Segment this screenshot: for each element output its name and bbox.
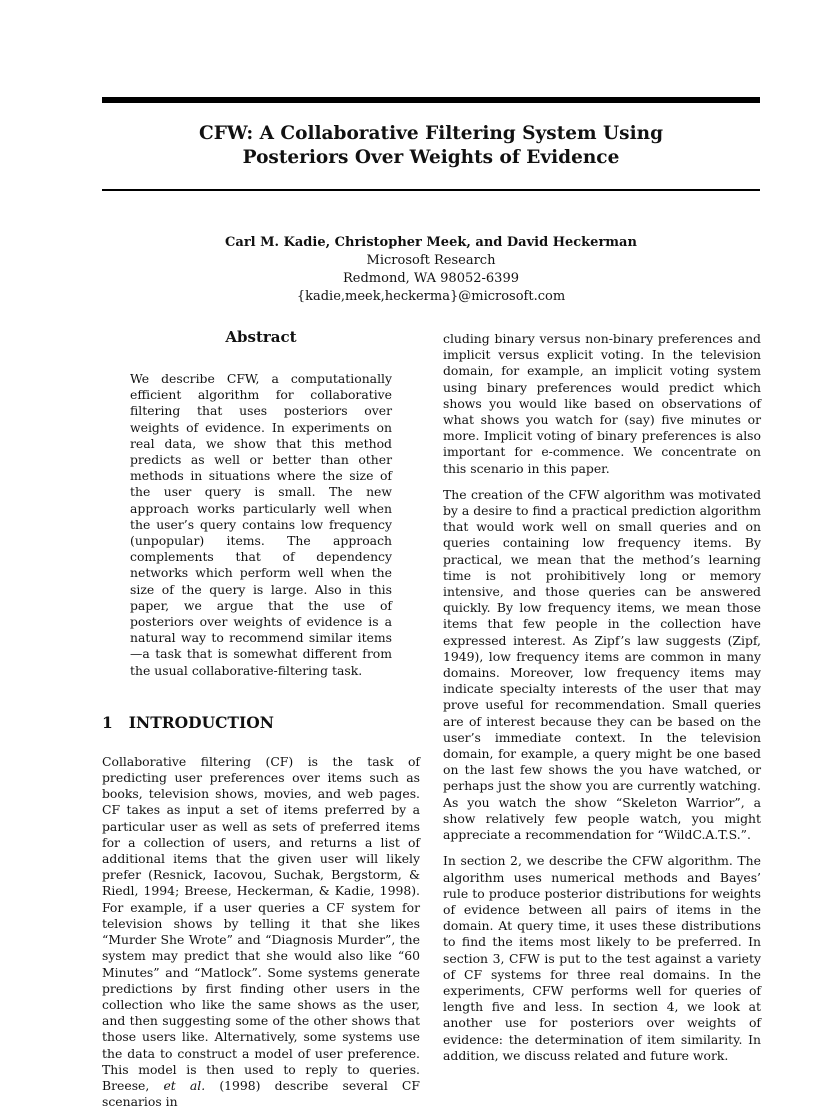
- left-column: [102, 326, 420, 1118]
- author-names: Carl M. Kadie, Christopher Meek, and David Heckerman: [225, 235, 637, 250]
- intro-paragraph-1-end: (1998) describe several CF scenarios in: [102, 1077, 420, 1110]
- top-rule: [102, 97, 760, 103]
- intro-paragraph-2: The creation of the CFW algorithm was motivated by a desire to find a practical prediction algorithm that would work well on small queries and on queries containing low frequency items. By practical, we mean that the method’s learning time is not prohibitively long or memory intensive, and those queries can be answered quickly. By low frequency items, we mean those items that few people in the collection have expressed interest. As Zipf’s law suggests (Zipf, 1949), low frequency items are common in many domains. Moreover, low frequency items may indicate specialty interests of the user that may prove useful for recommendation. Small queries are of interest because they can be based on the user’s immediate context. In the television domain, for example, a query might be one based on the last few shows the you have watched, or perhaps just the show you are currently watching. As you watch the show “Skeleton Warrior”, a show relatively few people watch, you might appreciate a recommendation for “WildC.A.T.S.”.: [443, 486, 761, 843]
- right-column: [443, 331, 761, 1074]
- title-line-1: CFW: A Collaborative Filtering System Using: [198, 123, 664, 144]
- abstract-heading: Abstract: [225, 328, 297, 346]
- author-address: Redmond, WA 98052-6399: [343, 271, 519, 286]
- author-block: [102, 234, 760, 306]
- intro-paragraph-1-main: Collaborative filtering (CF) is the task of predicting user preferences over items such as books, television shows, movies, and web pages. CF takes as input a set of items preferred by a particular user as well as sets of preferred items for a collection of users, and returns a list of additional items that the given user will likely prefer (Resnick, Iacovou, Suchak, Bergstorm, & Riedl, 1994; Breese, Heckerman, & Kadie, 1998). For example, if a user queries a CF system for television shows by telling it that she likes “Murder She Wrote” and “Diagnosis Murder”, the system may predict that she would also like “60 Minutes” and “Matlock”. Some systems generate predictions by first finding other users in the collection who like the same shows as the user, and then suggesting some of the other shows that those users like. Alternatively, some systems use the data to construct a model of user preference. This model is then used to reply to queries. Breese,: [102, 753, 420, 1093]
- intro-paragraph-1: [102, 754, 420, 1110]
- author-email: {kadie,meek,heckerma}@microsoft.com: [296, 289, 566, 304]
- abstract-text: We describe CFW, a computationally efficient algorithm for collaborative filtering that uses posteriors over weights of evidence. In experiments on real data, we show that this method predicts as well or better than other methods in situations where the size of the user query is small. The new approach works particularly well when the user’s query contains low frequency (unpopular) items. The approach complements that of dependency networks which perform well when the size of the query is large. Also in this paper, we argue that the use of posteriors over weights of evidence is a natural way to recommend similar items—a task that is somewhat different from the usual collaborative-filtering task.: [130, 371, 392, 678]
- author-affiliation: Microsoft Research: [366, 253, 496, 268]
- paper-title: [102, 122, 760, 170]
- intro-paragraph-1-continued: cluding binary versus non-binary preferences and implicit versus explicit voting. In the television domain, for example, an implicit voting system using binary preferences would predict which shows you would like based on observations of what shows you watch for (say) five minutes or more. Implicit voting of binary preferences is also important for e-commence. We concentrate on this scenario in this paper.: [443, 331, 761, 476]
- section-number: 1: [102, 712, 113, 732]
- section-title: INTRODUCTION: [128, 712, 274, 732]
- section-heading-introduction: [102, 712, 420, 734]
- title-line-2: Posteriors Over Weights of Evidence: [242, 147, 620, 168]
- title-bottom-rule: [102, 189, 760, 191]
- intro-paragraph-1-etal: et al.: [163, 1077, 206, 1093]
- intro-paragraph-3: In section 2, we describe the CFW algorithm. The algorithm uses numerical methods and Bayes’ rule to produce posterior distributions for weights of evidence between all pairs of items in the domain. At query time, it uses these distributions to find the items most likely to be preferred. In section 3, CFW is put to the test against a variety of CF systems for three real domains. In the experiments, CFW performs well for queries of length five and less. In section 4, we look at another use for posteriors over weights of evidence: the determination of item similarity. In addition, we discuss related and future work.: [443, 853, 761, 1063]
